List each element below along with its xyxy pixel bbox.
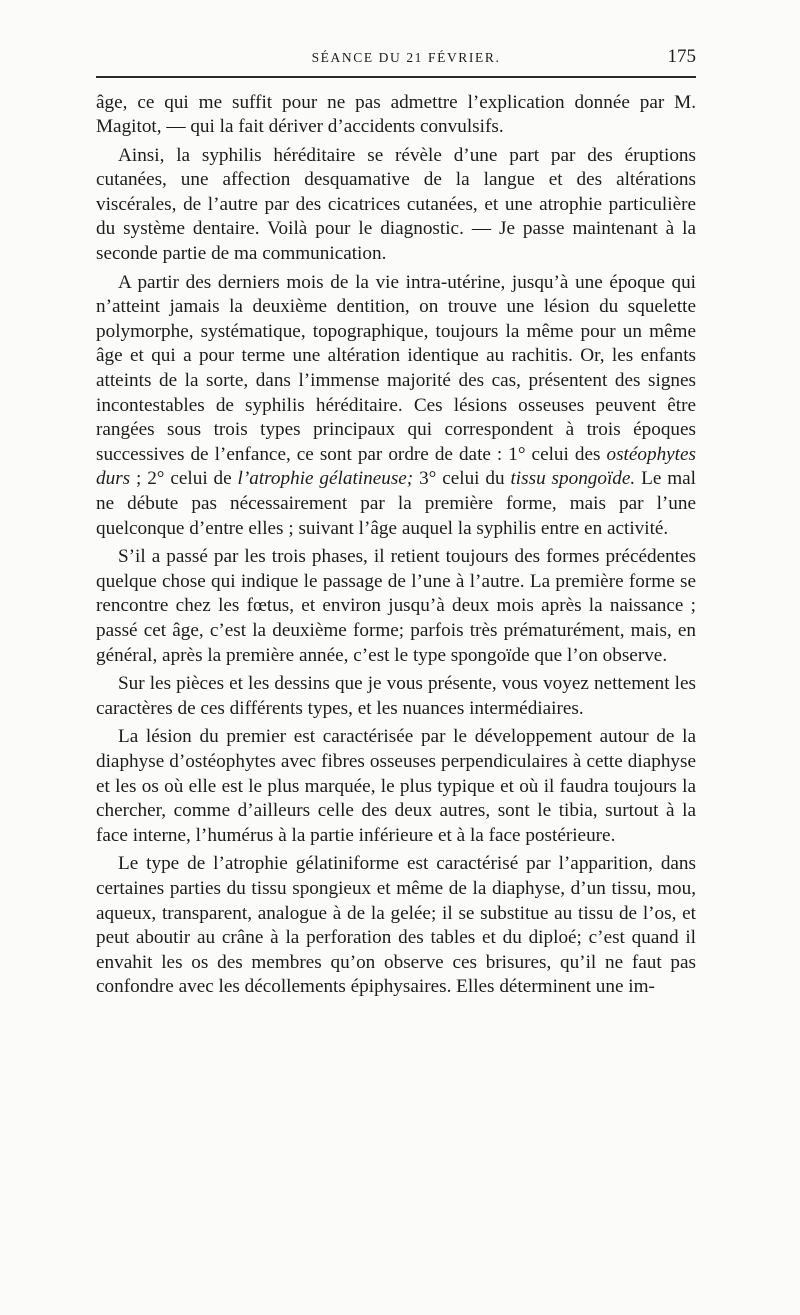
paragraph-3 (96, 271, 696, 542)
paragraph-3-italic-osteophytes: ostéophytes durs (96, 443, 696, 490)
paragraph-3-text-c: 3° celui du (413, 468, 511, 490)
running-head: SÉANCE DU 21 FÉVRIER. (311, 50, 501, 65)
page-header (96, 42, 696, 76)
page-number: 175 (667, 46, 696, 67)
header-rule (96, 76, 696, 78)
paragraph-3-text-b: ; 2° celui de (130, 468, 238, 490)
paragraph-3-italic-spongoide: tissu spongoïde. (510, 468, 636, 490)
document-page (96, 42, 696, 1000)
paragraph-6: La lésion du premier est caractérisée par le développement autour de la diaphyse d’ostéophytes avec fibres osseuses perpendiculaires à cette diaphyse et les os où elle est le plus marquée, le plus typique et où il faudra toujours la chercher, comme d’ailleurs celle des deux autres, sont le tibia, surtout à la face interne, l’humérus à la partie inférieure et à la face postérieure. (96, 726, 696, 846)
paragraph-5: Sur les pièces et les dessins que je vous présente, vous voyez nettement les caractères de ces différents types, et les nuances intermédiaires. (96, 673, 696, 719)
paragraph-7: Le type de l’atrophie gélatiniforme est caractérisé par l’apparition, dans certaines parties du tissu spongieux et même de la diaphyse, d’un tissu, mou, aqueux, transparent, analogue à de la gelée; il se substitue au tissu de l’os, et peut aboutir au crâne à la perforation des tables et du diploé; c’est quand il envahit les os des membres qu’on observe ces brisures, qu’il ne faut pas confondre avec les décollements épiphysaires. Elles déterminent une im- (96, 853, 696, 998)
paragraph-2: Ainsi, la syphilis héréditaire se révèle d’une part par des éruptions cutanées, une affection desquamative de la langue et des altérations viscérales, de l’autre par des cicatrices cutanées, et une atrophie particulière du système dentaire. Voilà pour le diagnostic. — Je passe maintenant à la seconde partie de ma communication. (96, 144, 696, 265)
paragraph-3-text-d: Le mal ne débute pas nécessairement par la première forme, mais par l’une quelconque d’entre elles ; suivant l’âge auquel la syphilis entre en activité. (96, 468, 696, 539)
paragraph-3-text-a: A partir des derniers mois de la vie intra-utérine, jusqu’à une époque qui n’atteint jamais la deuxième dentition, on trouve une lésion du squelette polymorphe, systématique, topographique, toujours la même pour un même âge et qui a pour terme une altération identique au rachitis. Or, les enfants atteints de la sorte, dans l’immense majorité des cas, présentent des signes incontestables de syphilis héréditaire. Ces lésions osseuses peuvent être rangées sous trois types principaux qui correspondent à trois époques successives de l’enfance, ce sont par ordre de date : 1° celui des (96, 271, 696, 465)
paragraph-1: âge, ce qui me suffit pour ne pas admettre l’explication donnée par M. Magitot, — qui la fait dériver d’accidents convulsifs. (96, 91, 696, 138)
paragraph-4: S’il a passé par les trois phases, il retient toujours des formes précédentes quelque chose qui indique le passage de l’une à l’autre. La première forme se rencontre chez les fœtus, et environ jusqu’à deux mois après la naissance ; passé cet âge, c’est la deuxième forme; parfois très prématurément, mais, en général, après la première année, c’est le type spongoïde que l’on observe. (96, 546, 696, 666)
paragraph-3-italic-atrophie: l’atrophie gélatineuse; (237, 468, 414, 490)
